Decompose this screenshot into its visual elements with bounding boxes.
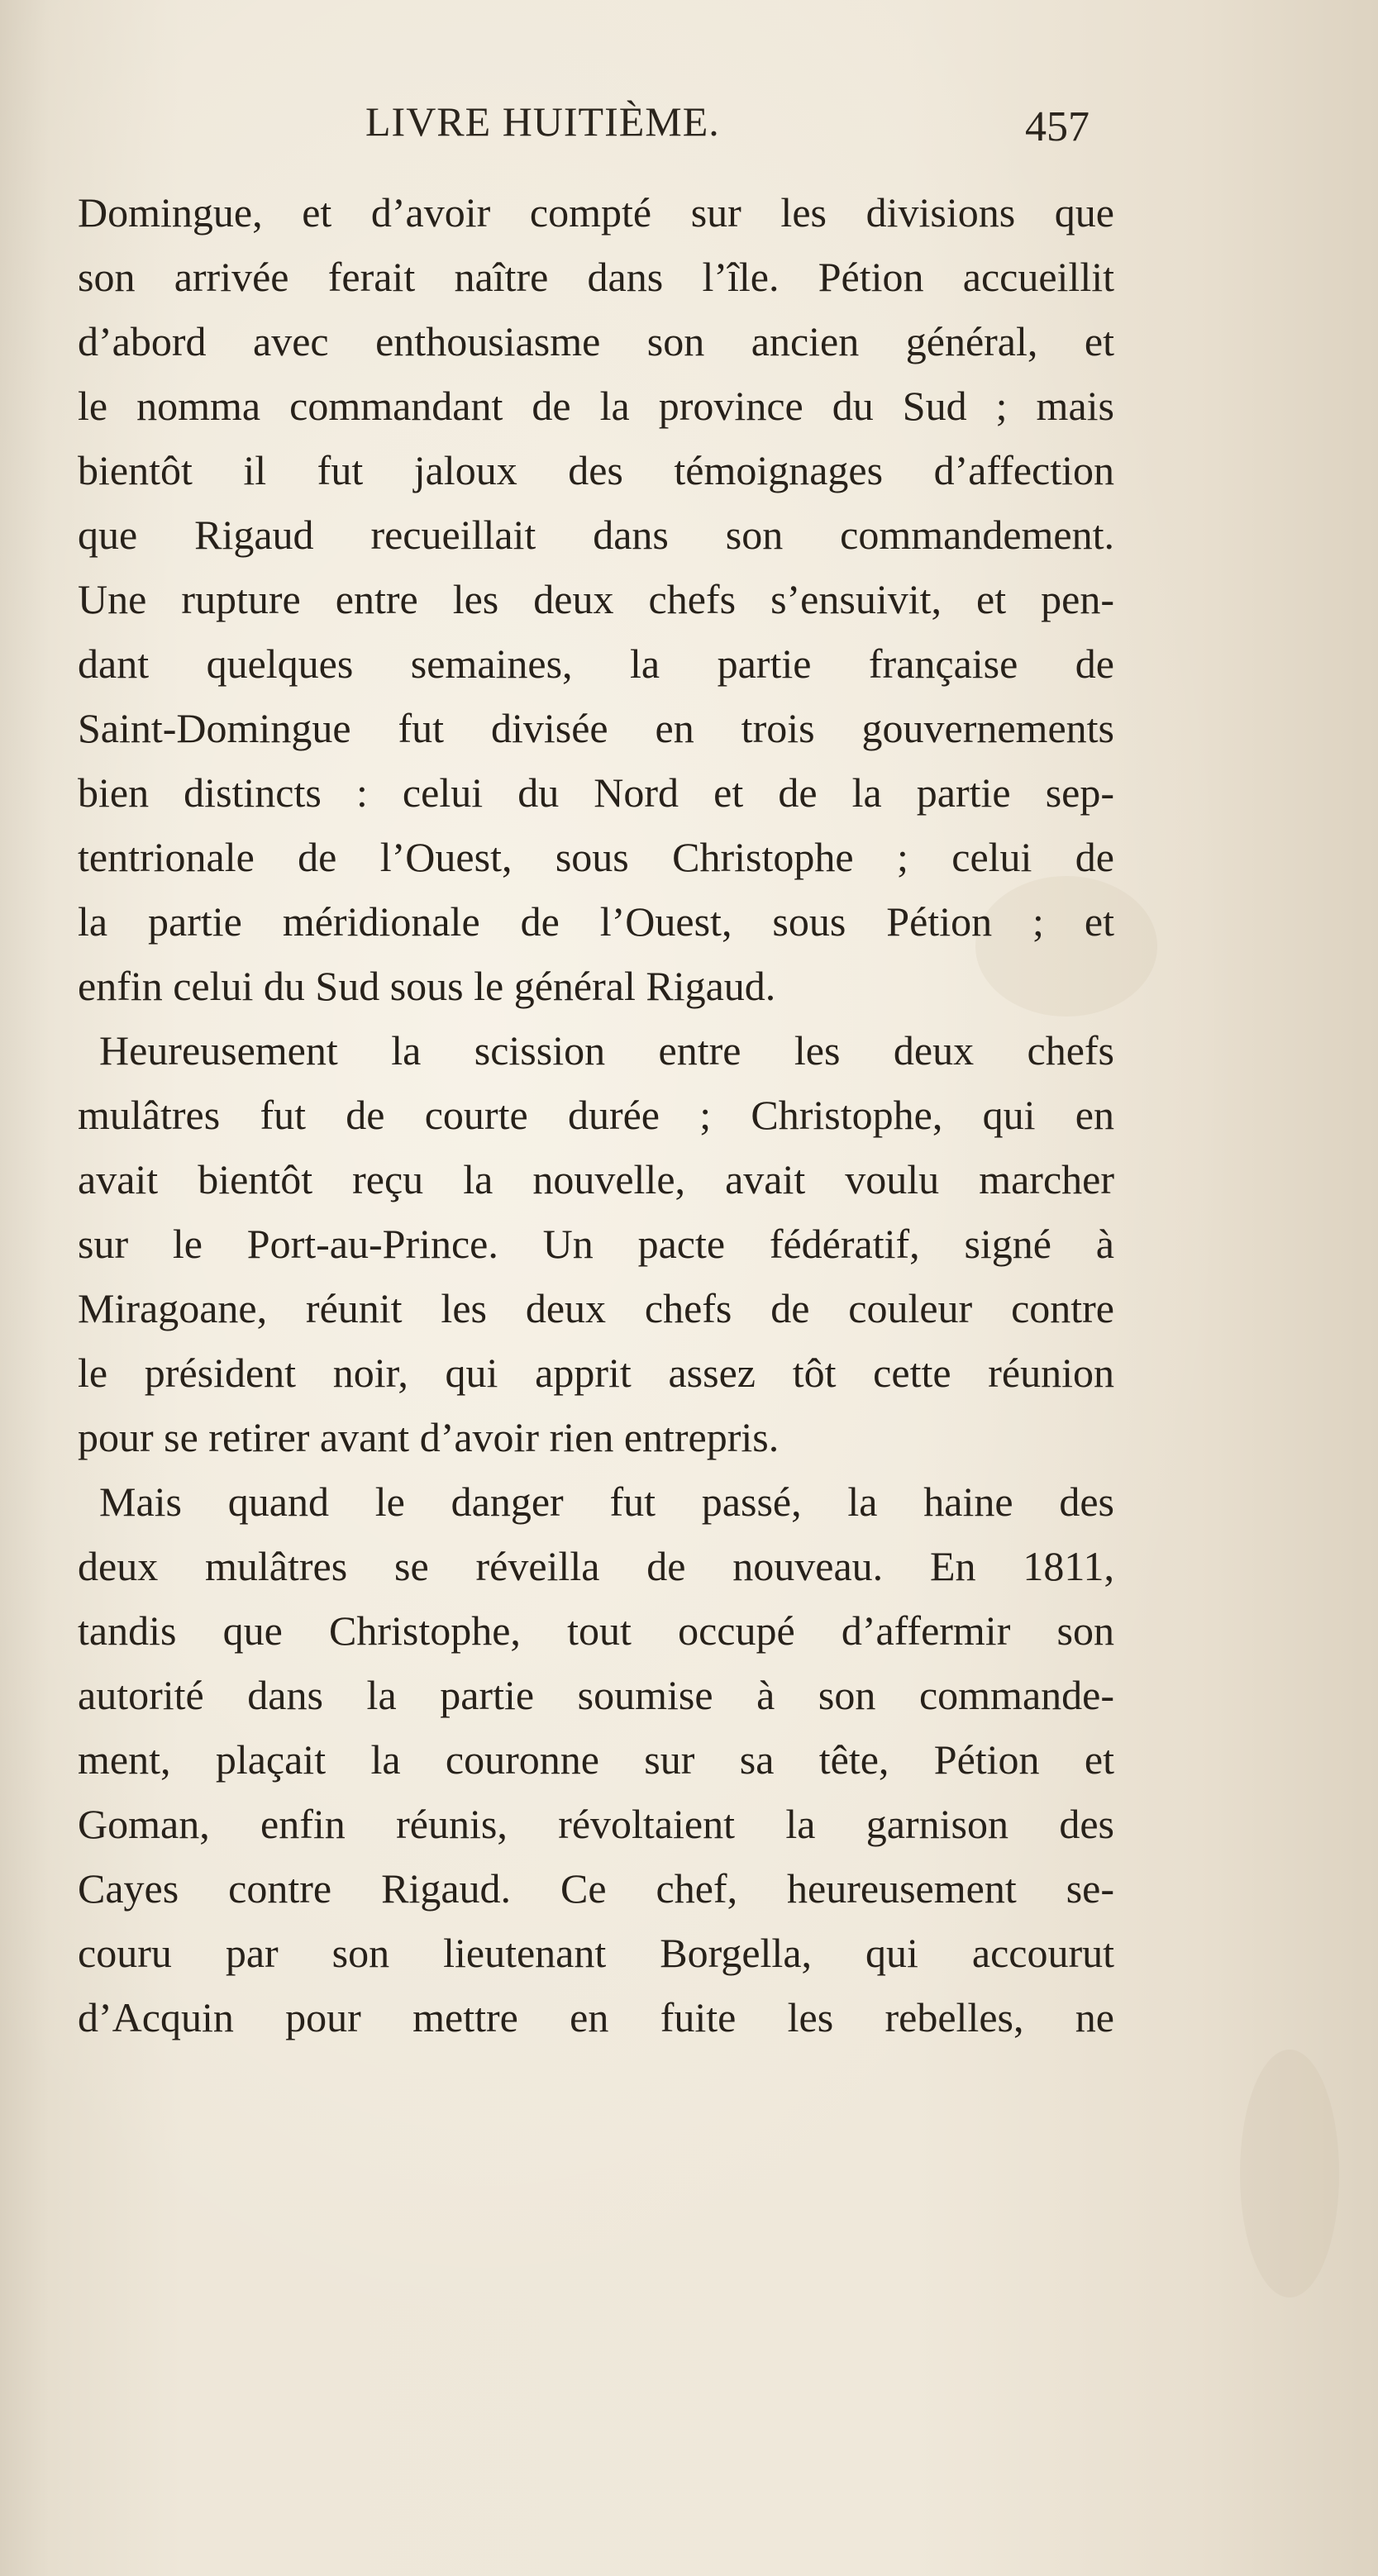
text-line: Une rupture entre les deux chefs s’ensuivit, et pen- xyxy=(78,576,1114,622)
text-line: son arrivée ferait naître dans l’île. Pétion accueillit xyxy=(78,254,1114,300)
body-text xyxy=(78,180,1114,2050)
text-line: avait bientôt reçu la nouvelle, avait voulu marcher xyxy=(78,1156,1114,1202)
text-line: Heureusement la scission entre les deux chefs xyxy=(99,1027,1114,1074)
page-number: 457 xyxy=(1025,103,1090,150)
text-line: mulâtres fut de courte durée ; Christophe, qui en xyxy=(78,1092,1114,1138)
paper-stain xyxy=(1240,2050,1339,2297)
text-line: tandis que Christophe, tout occupé d’affermir son xyxy=(78,1607,1114,1654)
text-line: le nomma commandant de la province du Sud ; mais xyxy=(78,383,1114,429)
text-line: dant quelques semaines, la partie française de xyxy=(78,640,1114,687)
text-line: pour se retirer avant d’avoir rien entrepris. xyxy=(78,1414,780,1460)
text-line: bientôt il fut jaloux des témoignages d’affection xyxy=(78,447,1114,493)
text-line: d’Acquin pour mettre en fuite les rebelles, ne xyxy=(78,1994,1114,2040)
text-line: Cayes contre Rigaud. Ce chef, heureusement se- xyxy=(78,1865,1114,1912)
text-line: sur le Port-au-Prince. Un pacte fédératif, signé à xyxy=(78,1221,1114,1267)
text-line: deux mulâtres se réveilla de nouveau. En 1811, xyxy=(78,1543,1114,1589)
text-line: ment, plaçait la couronne sur sa tête, Pétion et xyxy=(78,1736,1114,1783)
text-line: enfin celui du Sud sous le général Rigaud. xyxy=(78,963,776,1009)
text-line: le président noir, qui apprit assez tôt cette réunion xyxy=(78,1350,1114,1396)
text-line: Domingue, et d’avoir compté sur les divisions que xyxy=(78,189,1114,236)
text-line: tentrionale de l’Ouest, sous Christophe ; celui de xyxy=(78,834,1114,880)
text-line: bien distincts : celui du Nord et de la partie sep- xyxy=(78,769,1114,816)
text-line: Goman, enfin réunis, révoltaient la garnison des xyxy=(78,1801,1114,1847)
text-line: Miragoane, réunit les deux chefs de couleur contre xyxy=(78,1285,1114,1331)
text-line: couru par son lieutenant Borgella, qui accourut xyxy=(78,1930,1114,1976)
text-line: Saint-Domingue fut divisée en trois gouvernements xyxy=(78,705,1114,751)
text-line: que Rigaud recueillait dans son commandement. xyxy=(78,512,1114,558)
running-head xyxy=(0,98,1378,172)
text-line: Mais quand le danger fut passé, la haine des xyxy=(99,1478,1114,1525)
text-line: autorité dans la partie soumise à son commande- xyxy=(78,1672,1114,1718)
running-head-title: LIVRE HUITIÈME. xyxy=(365,98,720,145)
text-line: d’abord avec enthousiasme son ancien général, et xyxy=(78,318,1114,364)
text-line: la partie méridionale de l’Ouest, sous Pétion ; et xyxy=(78,898,1114,945)
